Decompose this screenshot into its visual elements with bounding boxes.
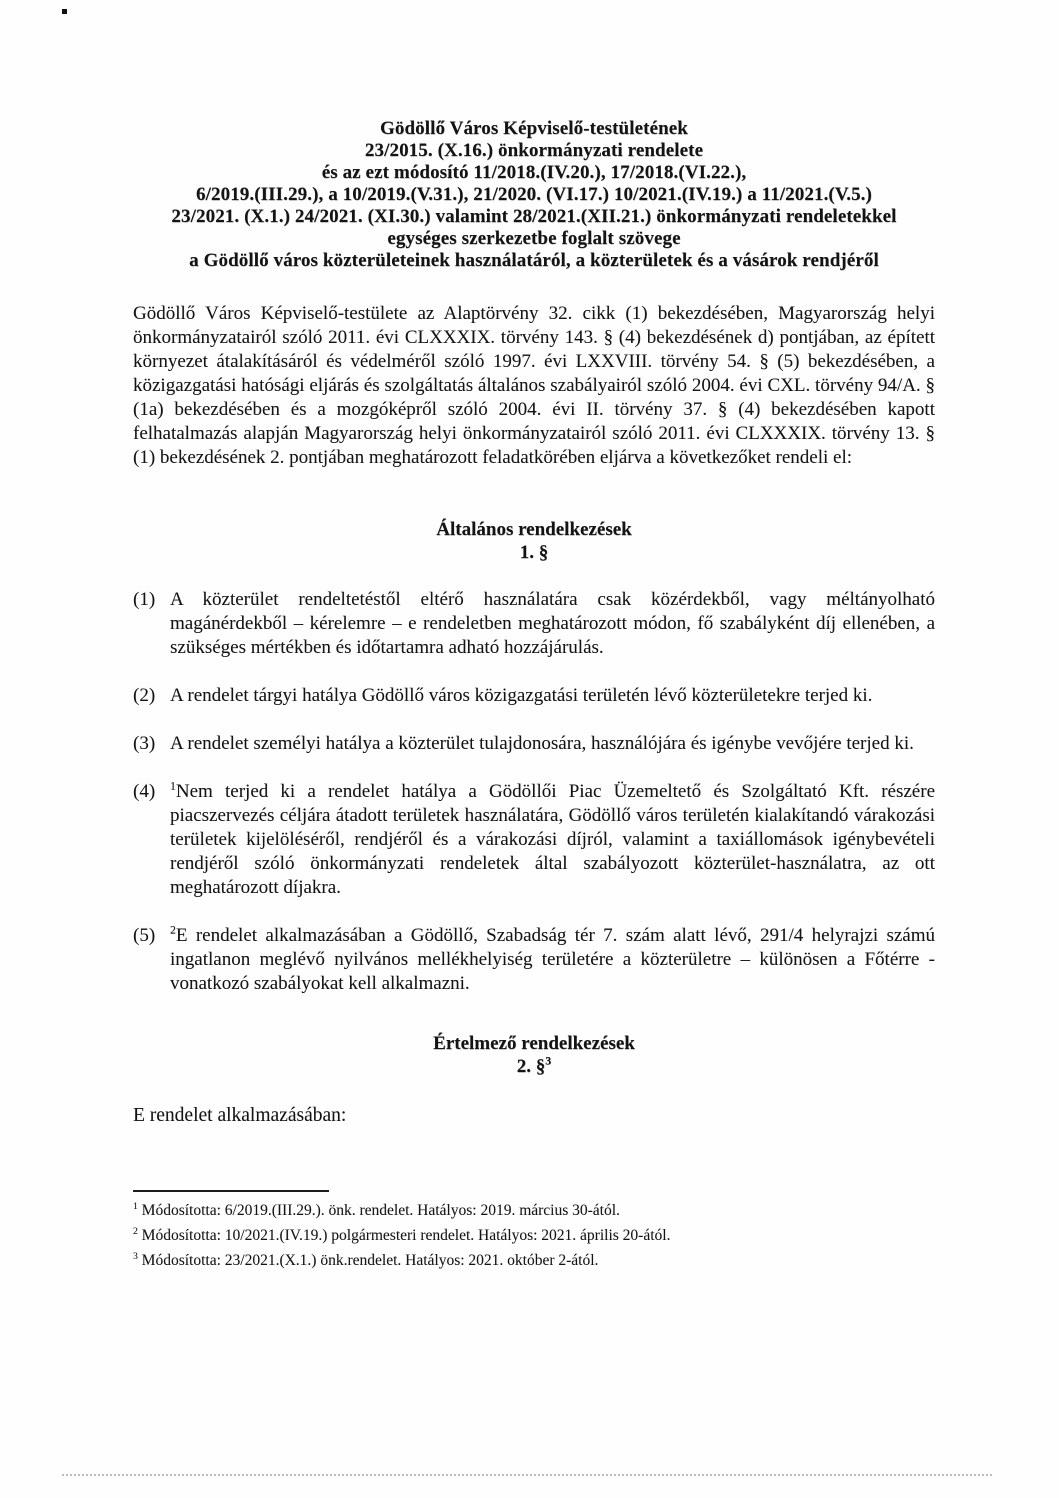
paragraph-text: A rendelet személyi hatálya a közterület tulajdonosára, használójára és igénybe vevőjére terjed ki. — [170, 733, 914, 754]
paragraph-item-1 — [133, 588, 935, 660]
paragraph-number: (1) — [133, 589, 156, 610]
scan-noise-row — [62, 1474, 992, 1476]
footnote-separator — [133, 1190, 329, 1192]
scan-artifact-dot — [62, 9, 67, 14]
footnote-number: 2 — [133, 1225, 138, 1237]
document-title — [133, 0, 935, 272]
footnote-2 — [133, 1223, 935, 1248]
footnote-marker: 2 — [170, 923, 176, 937]
paragraph-item-2 — [133, 684, 935, 708]
title-line: és az ezt módosító 11/2018.(IV.20.), 17/2018.(VI.22.), — [321, 162, 747, 183]
footnote-number: 3 — [133, 1250, 138, 1262]
paragraph-number: (4) — [133, 781, 156, 802]
paragraph-item-4 — [133, 780, 935, 900]
title-line: 23/2015. (X.16.) önkormányzati rendelete — [364, 140, 704, 161]
footnote-text: Módosította: 10/2021.(IV.19.) polgármesteri rendelet. Hatályos: 2021. április 20-ától. — [141, 1227, 671, 1244]
paragraph-number: (3) — [133, 733, 156, 754]
section-2-number: 2. §$^3$ — [516, 1054, 552, 1077]
paragraph-text: Nem terjed ki a rendelet hatálya a Gödöllői Piac Üzemeltető és Szolgáltató Kft. részére piacszervezés céljára átadott területek használatára, Gödöllő város területén kialakítandó várakozási területek kijelöléséről, rendjéről és a várakozási díjról, valamint a taxiállomások igénybevételi rendjéről szóló önkormányzati rendeletek által szabályozott közterület-használatra, az ott meghatározott díjakra. — [170, 781, 935, 898]
section-1-heading — [133, 518, 935, 564]
paragraph-number: (5) — [133, 925, 156, 946]
footnote-number: 1 — [133, 1200, 138, 1212]
title-line: egységes szerkezetbe foglalt szövege — [387, 228, 681, 249]
section-1-paragraphs — [133, 588, 935, 996]
footnote-1 — [133, 1198, 935, 1223]
footnote-text: Módosította: 6/2019.(III.29.). önk. rendelet. Hatályos: 2019. március 30-ától. — [141, 1202, 620, 1219]
paragraph-text: A közterület rendeltetéstől eltérő használatára csak közérdekből, vagy méltányolható magánérdekből – kérelemre – e rendeletben meghatározott módon, fő szabályként díj ellenében, a szükséges mértékben és időtartamra adható hozzájárulás. — [170, 589, 935, 658]
document-content — [133, 0, 935, 1273]
section-1-number: 1. § — [519, 542, 549, 563]
footnote-marker: 3 — [545, 1054, 552, 1068]
footnote-3 — [133, 1248, 935, 1273]
footnote-text: Módosította: 23/2021.(X.1.) önk.rendelet. Hatályos: 2021. október 2-ától. — [141, 1252, 599, 1269]
paragraph-text: A rendelet tárgyi hatálya Gödöllő város közigazgatási területén lévő közterületekre terjed ki. — [170, 685, 873, 706]
paragraph-item-5 — [133, 924, 935, 996]
footnotes — [133, 1198, 935, 1273]
preamble-paragraph: Gödöllő Város Képviselő-testülete az Alaptörvény 32. cikk (1) bekezdésében, Magyarország helyi önkormányzatairól szóló 2011. évi CLXXXIX. törvény 143. § (4) bekezdésének d) pontjában, az épített környezet átalakításáról és védelméről szóló 1997. évi LXXVIII. törvény 54. § (5) bekezdésében, a közigazgatási hatósági eljárás és szolgáltatás általános szabályairól szóló 2004. évi CXL. törvény 94/A. § (1a) bekezdésében és a mozgóképről szóló 2004. évi II. törvény 37. § (4) bekezdésében kapott felhatalmazás alapján Magyarország helyi önkormányzatairól szóló 2011. évi CLXXXIX. törvény 13. § (1) bekezdésének 2. pontjában meghatározott feladatkörében eljárva a következőket rendeli el: — [133, 303, 935, 468]
section-1-title: Általános rendelkezések — [436, 519, 632, 540]
title-line: 23/2021. (X.1.) 24/2021. (XI.30.) valamint 28/2021.(XII.21.) önkormányzati rendeletekkel — [171, 206, 897, 227]
title-line: Gödöllő Város Képviselő-testületének — [380, 118, 688, 139]
paragraph-text: E rendelet alkalmazásában a Gödöllő, Szabadság tér 7. szám alatt lévő, 291/4 helyrajzi számú ingatlanon meglévő nyilvános mellékhelyiség területére a közterületre – különösen a Főtérre - vonatkozó szabályokat kell alkalmazni. — [170, 925, 935, 994]
application-line: E rendelet alkalmazásában: — [133, 1105, 347, 1126]
paragraph-item-3 — [133, 732, 935, 756]
paragraph-number: (2) — [133, 685, 156, 706]
section-2-heading — [133, 1032, 935, 1078]
section-2-title: Értelmező rendelkezések — [433, 1033, 635, 1054]
footnote-marker: 1 — [170, 779, 176, 793]
title-line: 6/2019.(III.29.), a 10/2019.(V.31.), 21/2020. (VI.17.) 10/2021.(IV.19.) a 11/2021.(V.5.) — [196, 184, 872, 205]
title-line: a Gödöllő város közterületeinek használatáról, a közterületek és a vásárok rendjéről — [189, 250, 879, 271]
